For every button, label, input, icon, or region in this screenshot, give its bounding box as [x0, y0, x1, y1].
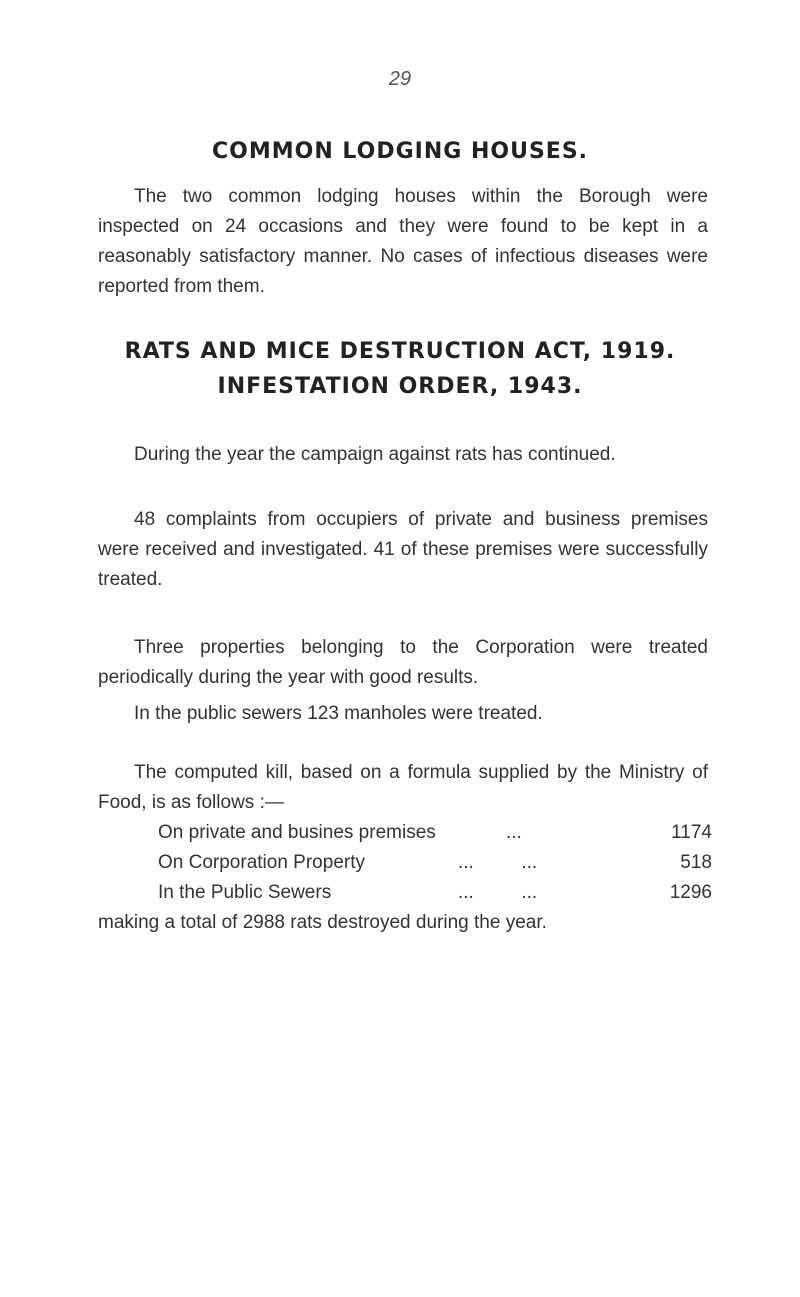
kill-row	[158, 818, 718, 848]
sewers-paragraph: In the public sewers 123 manholes were treated.	[134, 703, 543, 724]
kill-row-dots: ... ...	[458, 882, 538, 903]
page-number: 29	[388, 68, 412, 90]
kill-row-value: 1174	[671, 822, 712, 843]
section-heading-lodging: COMMON LODGING HOUSES.	[211, 139, 589, 164]
section-heading-infestation-order: INFESTATION ORDER, 1943.	[217, 374, 583, 399]
campaign-paragraph: During the year the campaign against rats has continued.	[134, 444, 616, 465]
kill-row-dots: ... ...	[458, 852, 538, 873]
complaints-paragraph: 48 complaints from occupiers of private and business premises were received and investigated. 41 of these premises were successfully treated.	[98, 509, 708, 590]
kill-row	[158, 878, 718, 908]
kill-row	[158, 848, 718, 878]
kill-row-label: On private and busines premises	[158, 822, 436, 843]
kill-row-label: On Corporation Property	[158, 852, 365, 873]
computed-kill-paragraph: The computed kill, based on a formula supplied by the Ministry of Food, is as follows :—	[98, 762, 708, 813]
kill-row-value: 518	[680, 852, 712, 873]
lodging-paragraph: The two common lodging houses within the Borough were inspected on 24 occasions and they were found to be kept in a reasonably satisfactory manner. No cases of infectious diseases were reported from them.	[98, 186, 708, 297]
kill-row-label: In the Public Sewers	[158, 882, 332, 903]
corporation-paragraph: Three properties belonging to the Corporation were treated periodically during the year with good results.	[98, 637, 708, 688]
section-heading-rats-act: RATS AND MICE DESTRUCTION ACT, 1919.	[124, 339, 676, 364]
kill-row-value: 1296	[669, 882, 712, 903]
kill-row-dots: ...	[506, 822, 522, 843]
closing-paragraph: making a total of 2988 rats destroyed during the year.	[98, 912, 547, 933]
